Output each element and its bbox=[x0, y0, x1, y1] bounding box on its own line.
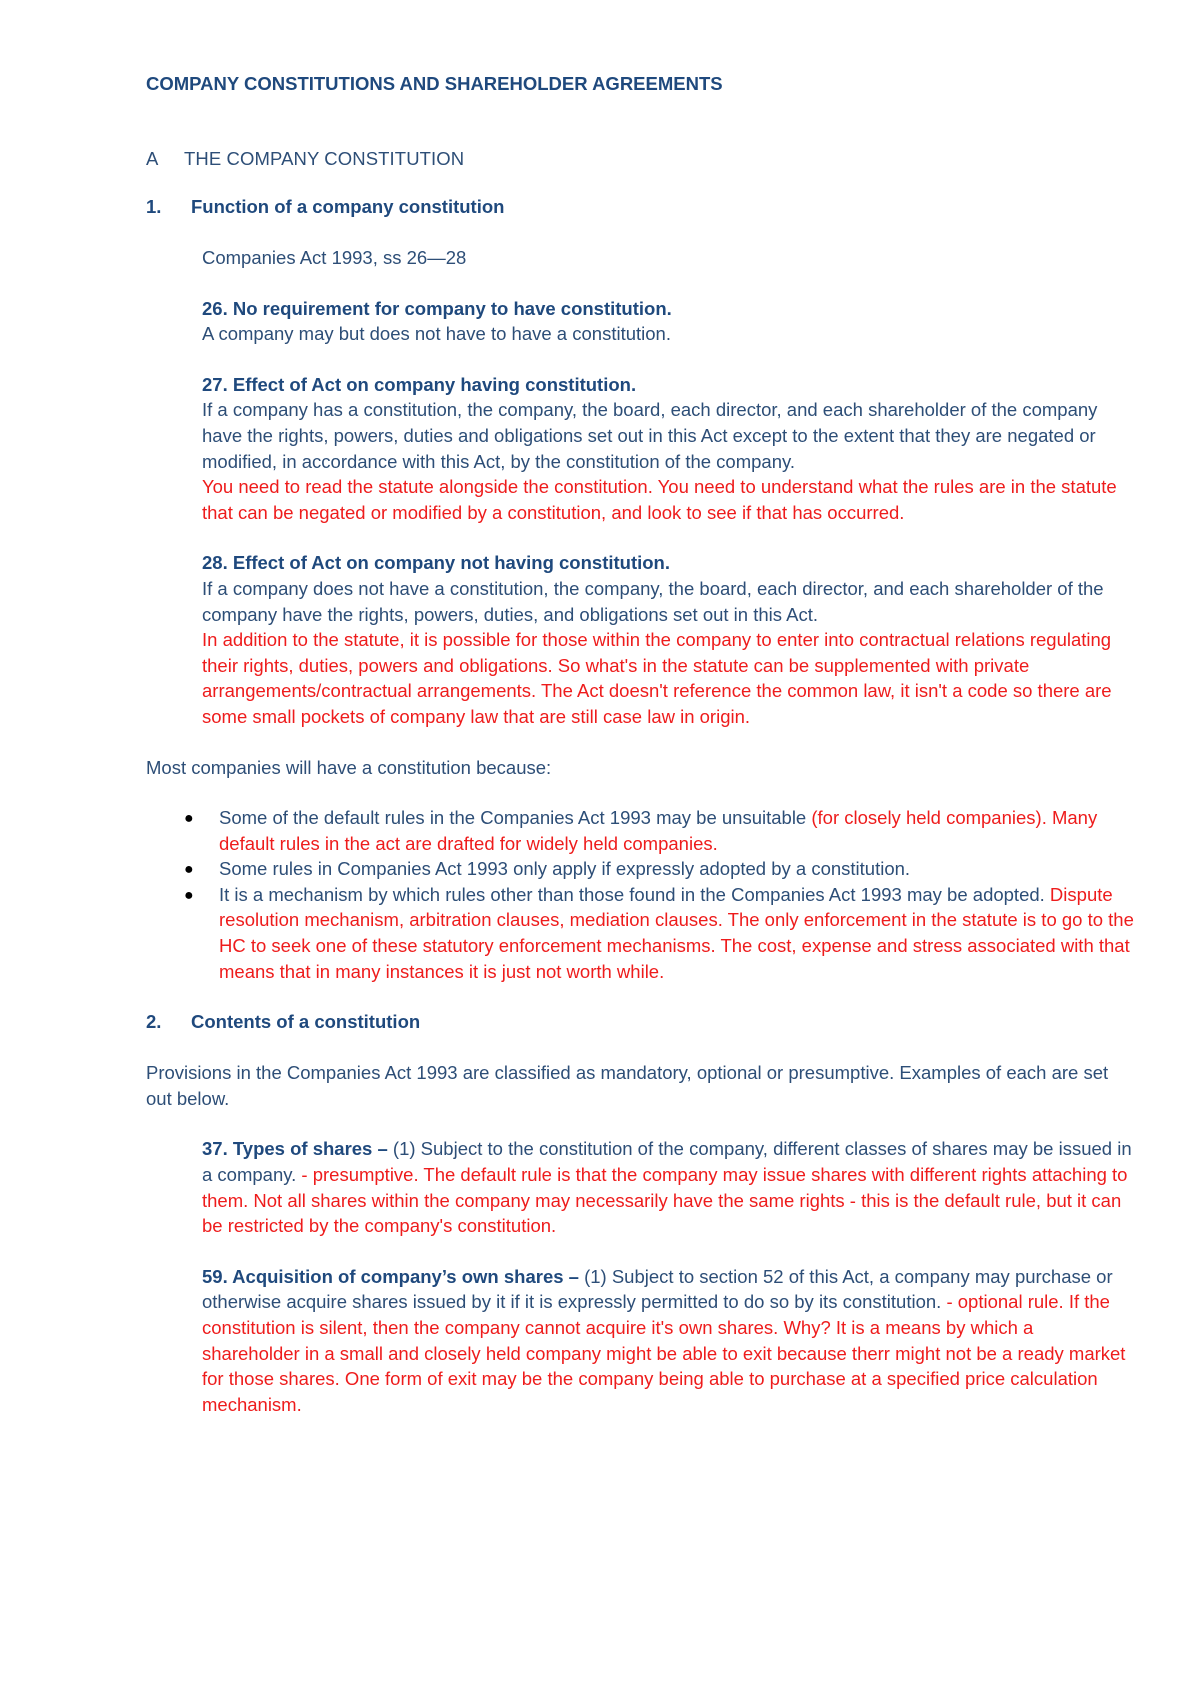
section-1-heading bbox=[146, 194, 1136, 220]
section-37-note: - presumptive. The default rule is that the company may issue shares with different rights attaching to them. Not all shares within the company may necessarily have the same rights - this is the default rule, but it can be restricted by the company's constitution. bbox=[202, 1164, 1128, 1237]
section-59-note: - optional rule. If the constitution is silent, then the company cannot acquire it's own shares. Why? It is a means by which a shareholder in a small and closely held company might be able to exit because therr might not be a ready market for those shares. One form of exit may be the company being able to purchase at a specified price calculation mechanism. bbox=[202, 1291, 1126, 1415]
document-page bbox=[146, 70, 1136, 1417]
section-37-text: (1) Subject to the constitution of the company, different classes of shares may be issued in a company. bbox=[202, 1138, 1132, 1186]
list-item-note: Dispute resolution mechanism, arbitration clauses, mediation clauses. The only enforcement in the statute is to go to the HC to seek one of these statutory enforcement mechanisms. The cost, expense and stress associated with that means that in many instances it is just not worth while. bbox=[219, 883, 1134, 982]
section-28-block bbox=[202, 550, 1136, 729]
bullet-icon: ● bbox=[184, 886, 194, 904]
part-a-letter: A bbox=[146, 148, 159, 169]
section-1-title: Function of a company constitution bbox=[191, 196, 505, 217]
part-a-title: THE COMPANY CONSTITUTION bbox=[184, 148, 465, 169]
section-37-title: 37. Types of shares – bbox=[202, 1138, 388, 1160]
part-a-heading bbox=[146, 146, 1136, 172]
section-2-number: 2. bbox=[146, 1011, 162, 1033]
section-26-title: 26. No requirement for company to have constitution. bbox=[202, 297, 672, 319]
section-27-block bbox=[202, 372, 1136, 526]
document-title: COMPANY CONSTITUTIONS AND SHAREHOLDER AGREEMENTS bbox=[146, 73, 723, 94]
bullet-icon: ● bbox=[184, 810, 194, 828]
section-37-block bbox=[202, 1136, 1136, 1238]
section-59-block bbox=[202, 1264, 1136, 1418]
provisions-text: Provisions in the Companies Act 1993 are classified as mandatory, optional or presumptive. Examples of each are set out below. bbox=[146, 1062, 1109, 1109]
section-26-block bbox=[202, 296, 1136, 347]
section-2-heading bbox=[146, 1009, 1136, 1035]
section-27-title: 27. Effect of Act on company having constitution. bbox=[202, 373, 637, 395]
section-59-title: . Acquisition of company’s own shares – bbox=[222, 1265, 579, 1287]
section-59-text: (1) Subject to section 52 of this Act, a company may purchase or otherwise acquire shares issued by it if it is expressly permitted to do so by its constitution. bbox=[202, 1265, 1113, 1313]
reasons-list bbox=[146, 805, 1136, 984]
list-item bbox=[146, 882, 1136, 984]
list-item-text: It is a mechanism by which rules other than those found in the Companies Act 1993 may be adopted. bbox=[219, 883, 1045, 905]
section-28-note: In addition to the statute, it is possible for those within the company to enter into contractual relations regulating their rights, duties, powers and obligations. So what's in the statute can be supplemented with private arrangements/contractual arrangements. The Act doesn't reference the common law, it isn't a code so there are some small pockets of company law that are still case law in origin. bbox=[202, 629, 1112, 727]
section-1-number: 1. bbox=[146, 196, 162, 217]
list-item bbox=[146, 805, 1136, 856]
section-28-text: If a company does not have a constitution, the company, the board, each director, and each shareholder of the company have the rights, powers, duties, and obligations set out in this Act. bbox=[202, 577, 1104, 625]
section-26-text: A company may but does not have to have a constitution. bbox=[202, 323, 671, 345]
section-27-note: You need to read the statute alongside the constitution. You need to understand what the rules are in the statute that can be negated or modified by a constitution, and look to see if that has occurred. bbox=[202, 476, 1117, 523]
list-item-note: (for closely held companies). Many default rules in the act are drafted for widely held companies. bbox=[219, 807, 1098, 854]
section-2-title: Contents of a constitution bbox=[191, 1011, 421, 1033]
list-item-text: Some rules in Companies Act 1993 only apply if expressly adopted by a constitution. bbox=[219, 858, 911, 880]
list-item-text: Some of the default rules in the Companies Act 1993 may be unsuitable bbox=[219, 807, 807, 829]
most-companies-intro: Most companies will have a constitution because: bbox=[146, 756, 552, 778]
act-reference: Companies Act 1993, ss 26—28 bbox=[202, 247, 467, 268]
section-59-number: 59 bbox=[202, 1265, 223, 1287]
section-28-title: 28. Effect of Act on company not having constitution. bbox=[202, 552, 671, 574]
list-item bbox=[146, 856, 1136, 882]
bullet-icon: ● bbox=[184, 861, 194, 879]
section-27-text: If a company has a constitution, the company, the board, each director, and each shareholder of the company have the rights, powers, duties and obligations set out in this Act except to the extent that they are negated or modified, in accordance with this Act, by the constitution of the company. bbox=[202, 399, 1098, 472]
